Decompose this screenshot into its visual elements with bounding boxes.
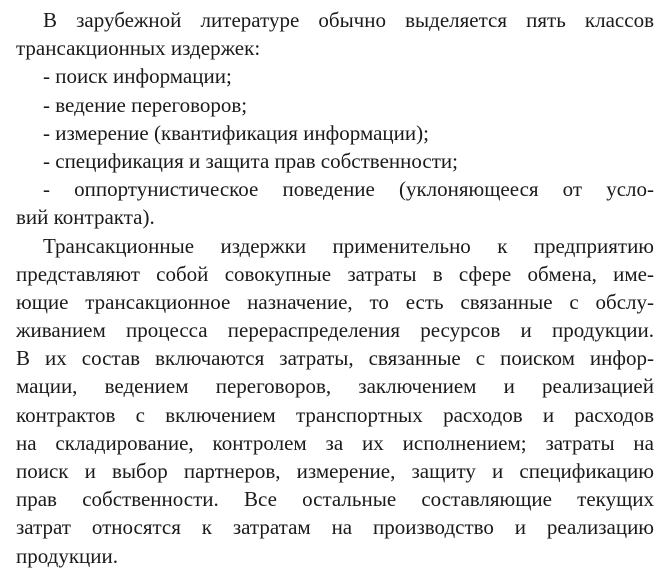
list-item: - поиск информации; <box>43 64 232 89</box>
paragraph-transaction-costs-definition <box>16 232 654 570</box>
text-line: вий контракта). <box>16 205 155 230</box>
text-line: живанием процесса перераспределения ресурсов и продукции. <box>16 318 654 343</box>
document-page <box>16 6 654 570</box>
text-line: прав собственности. Все остальные составляющие текущих <box>16 487 654 512</box>
paragraph-transaction-cost-classes <box>16 6 654 232</box>
text-line: В зарубежной литературе обычно выделяется пять классов <box>43 8 654 32</box>
list-item: - измерение (квантификация информации); <box>43 120 429 145</box>
text-line: на складирование, контролем за их исполнением; затраты на <box>16 430 654 455</box>
text-line: трансакционных издержек: <box>16 36 261 61</box>
text-line: продукции. <box>16 543 118 568</box>
text-line: затрат относятся к затратам на производство и реализацию <box>16 515 654 540</box>
text-line: контрактов с включением транспортных расходов и расходов <box>16 402 654 427</box>
text-line: Трансакционные издержки применительно к предприятию <box>43 233 654 258</box>
list-item: - спецификация и защита прав собственности; <box>43 148 458 173</box>
text-line: ющие трансакционное назначение, то есть связанные с обслу- <box>16 289 654 314</box>
list-item: - оппортунистическое поведение (уклоняющееся от усло- <box>43 177 654 202</box>
text-line: мации, ведением переговоров, заключением и реализацией <box>16 374 654 399</box>
text-line: поиск и выбор партнеров, измерение, защиту и спецификацию <box>16 459 654 483</box>
list-item: - ведение переговоров; <box>43 92 248 117</box>
text-line: В их состав включаются затраты, связанные с поиском инфор- <box>16 346 654 371</box>
text-line: представляют собой совокупные затраты в сфере обмена, име- <box>16 261 654 286</box>
